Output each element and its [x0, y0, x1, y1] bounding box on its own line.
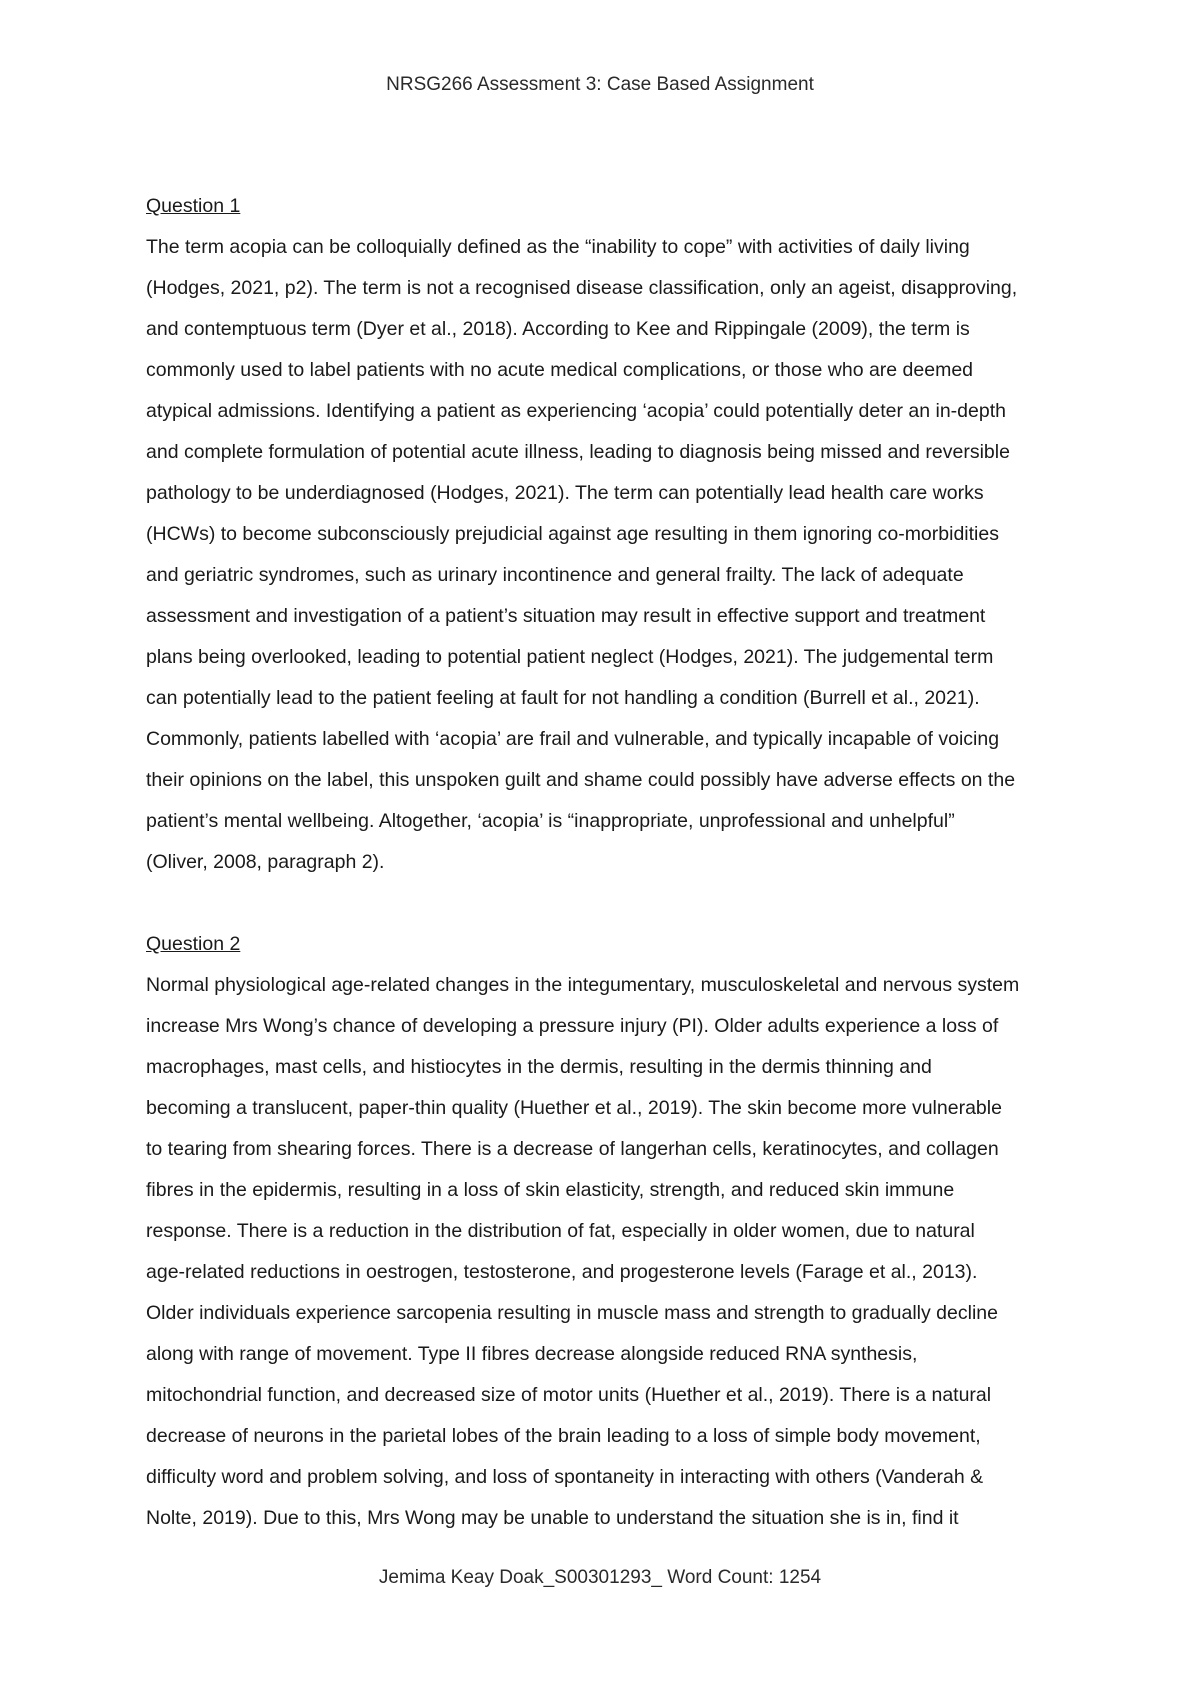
- text-line: their opinions on the label, this unspoken guilt and shame could possibly have adverse effects on the: [146, 769, 1016, 791]
- text-line: Normal physiological age-related changes in the integumentary, musculoskeletal and nervous system: [146, 974, 1020, 996]
- text-line: can potentially lead to the patient feeling at fault for not handling a condition (Burrell et al., 2021).: [146, 687, 980, 709]
- text-line: age-related reductions in oestrogen, testosterone, and progesterone levels (Farage et al., 2013).: [146, 1261, 978, 1283]
- text-line: and complete formulation of potential acute illness, leading to diagnosis being missed and reversible: [146, 441, 1010, 463]
- text-line: and geriatric syndromes, such as urinary incontinence and general frailty. The lack of adequate: [146, 564, 964, 586]
- text-line: Commonly, patients labelled with ‘acopia’ are frail and vulnerable, and typically incapable of voicing: [146, 728, 1000, 750]
- text-line: Nolte, 2019). Due to this, Mrs Wong may be unable to understand the situation she is in, find it: [146, 1507, 959, 1529]
- text-line: assessment and investigation of a patient’s situation may result in effective support and treatment: [146, 605, 986, 627]
- paragraph: [146, 227, 1066, 883]
- text-line: and contemptuous term (Dyer et al., 2018). According to Kee and Rippingale (2009), the term is: [146, 318, 970, 340]
- text-line: fibres in the epidermis, resulting in a loss of skin elasticity, strength, and reduced skin immune: [146, 1179, 955, 1201]
- text-line: pathology to be underdiagnosed (Hodges, 2021). The term can potentially lead health care works: [146, 482, 984, 504]
- document-body: [146, 186, 1066, 1539]
- question-1-section: [146, 186, 1066, 883]
- section-heading: Question 1: [146, 195, 241, 217]
- text-line: plans being overlooked, leading to potential patient neglect (Hodges, 2021). The judgemental term: [146, 646, 994, 668]
- page-header: NRSG266 Assessment 3: Case Based Assignment: [386, 74, 814, 95]
- section-spacer: [146, 883, 1066, 924]
- text-line: difficulty word and problem solving, and loss of spontaneity in interacting with others (Vanderah &: [146, 1466, 984, 1488]
- text-line: Older individuals experience sarcopenia resulting in muscle mass and strength to gradually decline: [146, 1302, 998, 1324]
- text-line: (Hodges, 2021, p2). The term is not a recognised disease classification, only an ageist, disapproving,: [146, 277, 1018, 299]
- text-line: macrophages, mast cells, and histiocytes in the dermis, resulting in the dermis thinning and: [146, 1056, 932, 1078]
- text-line: patient’s mental wellbeing. Altogether, ‘acopia’ is “inappropriate, unprofessional and unhelpful”: [146, 810, 955, 832]
- paragraph: [146, 965, 1066, 1539]
- text-line: (Oliver, 2008, paragraph 2).: [146, 851, 385, 873]
- section-heading: Question 2: [146, 933, 241, 955]
- text-line: along with range of movement. Type II fibres decrease alongside reduced RNA synthesis,: [146, 1343, 918, 1365]
- text-line: increase Mrs Wong’s chance of developing a pressure injury (PI). Older adults experience a loss of: [146, 1015, 999, 1037]
- text-line: mitochondrial function, and decreased size of motor units (Huether et al., 2019). There is a natural: [146, 1384, 992, 1406]
- question-2-section: [146, 924, 1066, 1539]
- text-line: (HCWs) to become subconsciously prejudicial against age resulting in them ignoring co-morbidities: [146, 523, 999, 545]
- text-line: commonly used to label patients with no acute medical complications, or those who are deemed: [146, 359, 974, 381]
- text-line: The term acopia can be colloquially defined as the “inability to cope” with activities of daily living: [146, 236, 970, 258]
- text-line: becoming a translucent, paper-thin quality (Huether et al., 2019). The skin become more vulnerable: [146, 1097, 1002, 1119]
- text-line: decrease of neurons in the parietal lobes of the brain leading to a loss of simple body movement,: [146, 1425, 981, 1447]
- text-line: response. There is a reduction in the distribution of fat, especially in older women, due to natural: [146, 1220, 975, 1242]
- text-line: atypical admissions. Identifying a patient as experiencing ‘acopia’ could potentially deter an in-depth: [146, 400, 1006, 422]
- text-line: to tearing from shearing forces. There is a decrease of langerhan cells, keratinocytes, and collagen: [146, 1138, 999, 1160]
- page-footer: Jemima Keay Doak_S00301293_ Word Count: 1254: [378, 1567, 822, 1588]
